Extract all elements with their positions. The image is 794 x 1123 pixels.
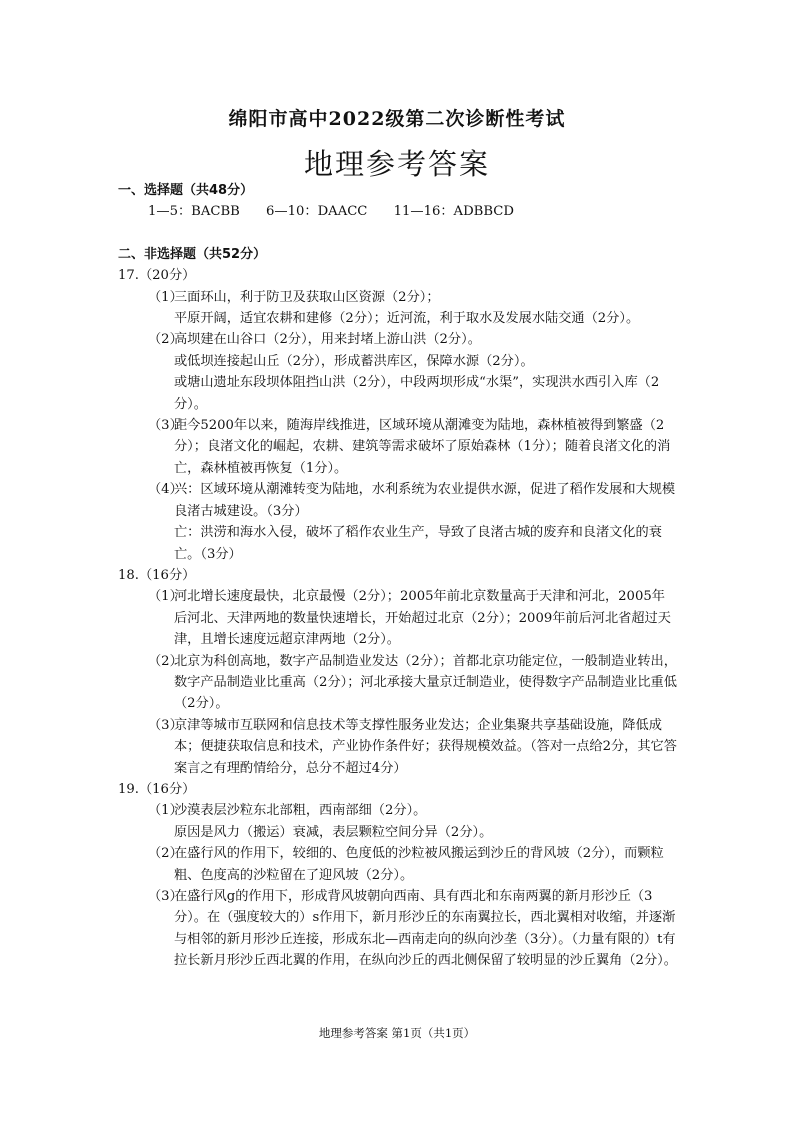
answer-line: 在盛行风的作用下，较细的、色度低的沙粒被风搬运到沙丘的背风坡（2分），而颗粒粗、色度高的沙粒留在了迎风坡（2分）。 xyxy=(174,846,664,883)
q17-item-2 xyxy=(118,329,678,415)
answer-line: 北京为科创高地，数字产品制造业发达（2分）；首都北京功能定位，一般制造业转出，数字产品制造业比重高（2分）；河北承接大量京迁制造业，使得数字产品制造业比重低（2分）。 xyxy=(174,653,677,712)
q18-item-3 xyxy=(118,715,678,779)
q19-item-2 xyxy=(118,843,678,886)
item-number: （1） xyxy=(148,589,183,605)
item-number: （2） xyxy=(148,846,183,862)
answer-line: 三面环山，利于防卫及获取山区资源（2分）； xyxy=(174,289,440,305)
item-number: （3） xyxy=(148,717,183,733)
answer-line: 亡：洪涝和海水入侵，破坏了稻作农业生产，导致了良渚古城的废弃和良渚文化的衰亡。（3分） xyxy=(174,525,662,562)
q17-item-4 xyxy=(118,479,678,565)
answer-key-title: 地理参考答案 xyxy=(303,147,490,181)
answer-line: 京津等城市互联网和信息技术等支撑性服务业发达；企业集聚共享基础设施，降低成本；便捷获取信息和技术，产业协作条件好；获得规模效益。（答对一点给2分，其它答案言之有理酌情给分，总分不超过4分） xyxy=(174,717,677,776)
choice-answers xyxy=(148,201,678,222)
q18-item-2 xyxy=(118,651,678,715)
question-18-heading: 18.（16分） xyxy=(118,567,196,583)
section-heading-choice: 一、选择题（共48分） xyxy=(118,183,254,198)
answer-line: 兴：区域环境从潮滩转变为陆地，水利系统为农业提供水源，促进了稻作发展和大规模良渚古城建设。（3分） xyxy=(174,482,676,519)
item-number: （4） xyxy=(148,482,183,498)
answer-line: 原因是风力（搬运）衰减，表层颗粒空间分异（2分）。 xyxy=(174,824,493,840)
section-heading-nonchoice: 二、非选择题（共52分） xyxy=(118,246,267,262)
question-19-heading: 19.（16分） xyxy=(118,781,196,797)
question-17-heading: 17.（20分） xyxy=(118,268,196,284)
choice-answer-group: 6—10：DAACC xyxy=(266,204,368,220)
q19-item-3 xyxy=(118,886,678,972)
item-number: （2） xyxy=(148,332,183,348)
q19-item-1 xyxy=(118,800,678,843)
answer-line: 沙漠表层沙粒东北部粗，西南部细（2分）。 xyxy=(174,803,427,819)
exam-title: 绵阳市高中2022级第二次诊断性考试 xyxy=(228,108,566,130)
item-number: （3） xyxy=(148,889,183,904)
answer-line: 平原开阔，适宜农耕和建修（2分）；近河流，利于取水及发展水陆交通（2分）。 xyxy=(174,311,640,327)
item-number: （1） xyxy=(148,803,183,819)
q17-item-3 xyxy=(118,415,678,479)
answer-content xyxy=(118,180,678,972)
answer-line: 河北增长速度最快，北京最慢（2分）；2005年前北京数量高于天津和河北，2005年后河北、天津两地的数量快速增长，开始超过北京（2分）；2009年前后河北省超过天津，且增长速度远超京津两地（2分）。 xyxy=(174,589,671,648)
item-number: （1） xyxy=(148,289,183,305)
choice-answer-group: 11—16：ADBBCD xyxy=(393,204,514,220)
item-number: （3） xyxy=(148,418,183,434)
q18-item-1 xyxy=(118,586,678,650)
choice-answer-group: 1—5：BACBB xyxy=(148,204,240,220)
answer-line: 在盛行风g的作用下，形成背风坡朝向西南、具有西北和东南两翼的新月形沙丘（3分）。在（强度较大的）s作用下，新月形沙丘的东南翼拉长，西北翼相对收缩，并逐渐与相邻的新月形沙丘连接，形成东北—西南走向的纵向沙垄（3分）。（力量有限的）t有拉长新月形沙丘西北翼的作用，在纵向沙丘的西北侧保留了较明显的沙丘翼角（2分）。 xyxy=(174,889,677,969)
answer-line: 或低坝连接起山丘（2分），形成蓄洪库区，保障水源（2分）。 xyxy=(174,353,534,369)
page-footer: 地理参考答案 第1页（共1页） xyxy=(318,1026,476,1040)
answer-line: 或塘山遗址东段坝体阻挡山洪（2分），中段两坝形成“水渠”，实现洪水西引入库（2分）。 xyxy=(174,375,660,412)
item-number: （2） xyxy=(148,653,183,669)
q17-item-1 xyxy=(118,287,678,330)
answer-line: 高坝建在山谷口（2分），用来封堵上游山洪（2分）。 xyxy=(174,332,481,348)
answer-line: 距今5200年以来，随海岸线推进，区域环境从潮滩变为陆地，森林植被得到繁盛（2分）；良渚文化的崛起，农耕、建筑等需求破坏了原始森林（1分）；随着良渚文化的消亡，森林植被再恢复（1分）。 xyxy=(174,418,671,476)
